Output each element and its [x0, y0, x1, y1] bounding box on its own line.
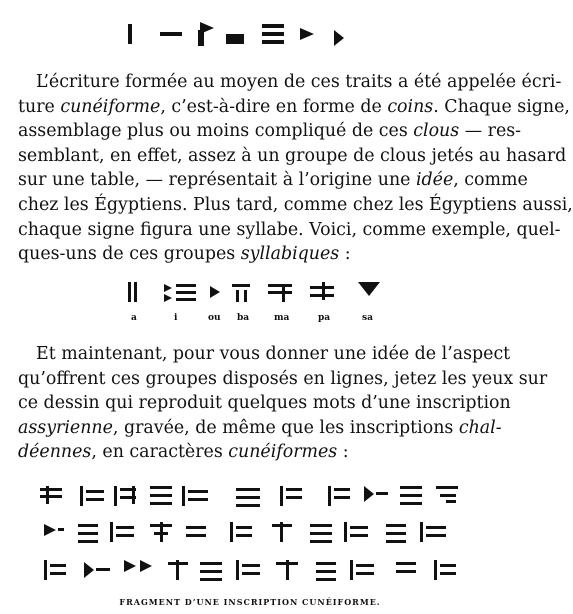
- p2-line: qu’offrent ces groupes disposés en lignes, jetez les yeux sur: [18, 368, 548, 389]
- italic-term: déennes: [18, 442, 92, 463]
- syllable-label: i: [174, 313, 178, 323]
- syllable-label: sa: [362, 313, 373, 323]
- p2-line: Et maintenant, pour vous donner une idée de l’aspect: [36, 344, 511, 364]
- p2-line: ce dessin qui reproduit quelques mots d’une inscription: [18, 393, 511, 414]
- p2-line: déennes, en caractères cunéiformes :: [18, 442, 349, 463]
- p1-line: ques-uns de ces groupes syllabiques :: [18, 244, 351, 265]
- italic-term: syllabiques: [240, 244, 340, 265]
- header-cuneiform-row: [0, 10, 500, 50]
- italic-term: coins: [387, 96, 434, 117]
- syllable-label: pa: [318, 313, 331, 323]
- italic-term: clous: [413, 121, 460, 142]
- p1-line: chaque signe figura une syllabe. Voici, comme exemple, quel-: [18, 219, 561, 240]
- paragraph-1: [18, 70, 573, 267]
- paragraph-2: [18, 342, 548, 465]
- inscription-row-2: [44, 522, 446, 543]
- italic-term: assyrienne: [18, 417, 113, 438]
- p1-line: semblant, en effet, assez à un groupe de clous jetés au hasard: [18, 145, 567, 166]
- figure-caption: FRAGMENT D’UNE INSCRIPTION CUNÉIFORME.: [119, 597, 381, 607]
- italic-term: cunéiformes: [228, 442, 338, 463]
- inscription-row-1: [40, 486, 458, 507]
- inscription-row-3: [44, 560, 456, 581]
- syllable-label: ba: [237, 313, 250, 323]
- p1-line: ture cunéiforme, c’est-à-dire en forme de coins. Chaque signe,: [18, 96, 570, 117]
- italic-term: chal-: [458, 417, 502, 438]
- p2-line: assyrienne, gravée, de même que les inscriptions chal-: [18, 417, 502, 438]
- inscription-fragment: [0, 478, 500, 594]
- syllable-label: ou: [208, 313, 221, 323]
- syllable-label: a: [131, 313, 137, 323]
- p1-line: L’écriture formée au moyen de ces traits a été appelée écri-: [36, 72, 562, 92]
- p1-line: chez les Égyptiens. Plus tard, comme chez les Égyptiens aussi,: [18, 194, 573, 215]
- italic-term: idée: [415, 170, 454, 191]
- syllable-label: ma: [274, 313, 290, 323]
- italic-term: cunéiforme: [60, 96, 161, 117]
- p1-line: sur une table, — représentait à l’origine une idée, comme: [18, 170, 528, 191]
- p1-line: assemblage plus ou moins compliqué de ces clous — res-: [18, 121, 522, 142]
- syllabic-groups: [0, 276, 500, 306]
